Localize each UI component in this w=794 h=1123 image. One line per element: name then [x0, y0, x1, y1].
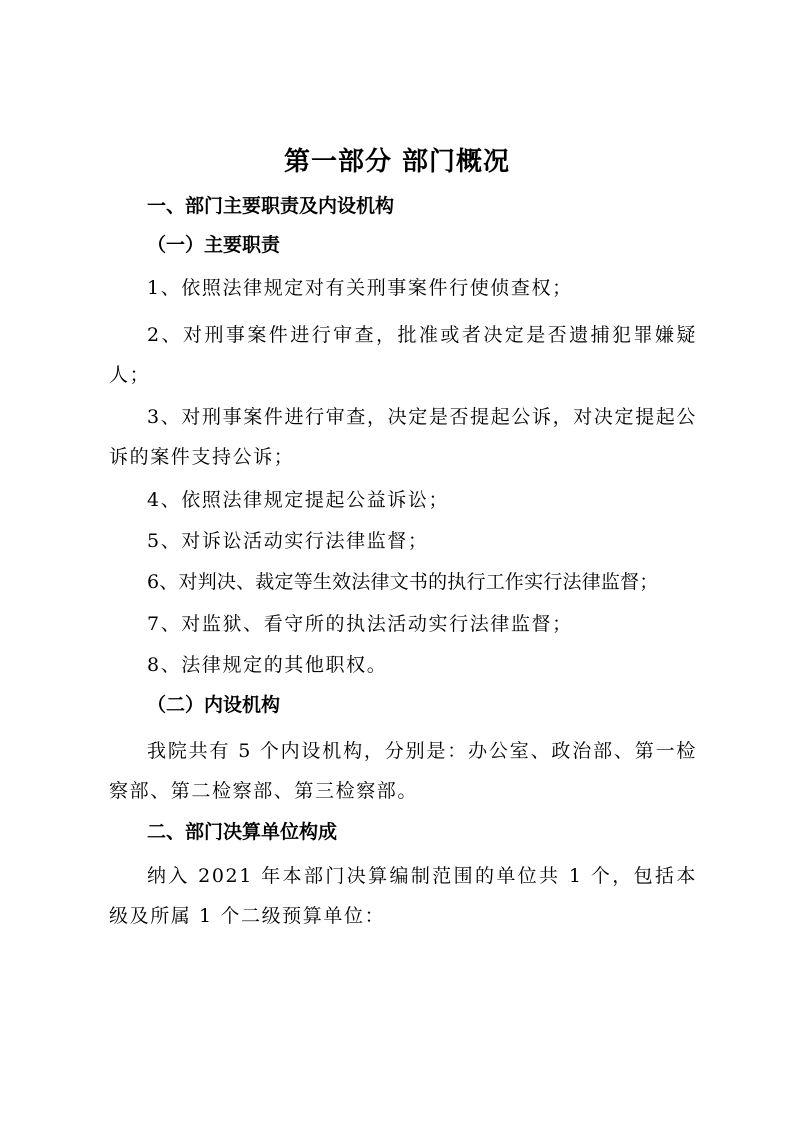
duty-item-3: 3、对刑事案件进行审查，决定是否提起公诉，对决定提起公诉的案件支持公诉； [109, 406, 697, 468]
page-title: 第一部分 部门概况 [283, 147, 511, 177]
section-heading-2: 二、部门决算单位构成 [147, 821, 338, 843]
duty-item-8: 8、法律规定的其他职权。 [147, 654, 388, 676]
structure-paragraph: 我院共有 5 个内设机构，分别是：办公室、政治部、第一检察部、第二检察部、第三检察部。 [109, 740, 697, 802]
duty-item-1: 1、依照法律规定对有关刑事案件行使侦查权； [147, 277, 573, 299]
duty-item-5: 5、对诉讼活动实行法律监督； [147, 530, 429, 552]
units-paragraph: 纳入 2021 年本部门决算编制范围的单位共 1 个，包括本级及所属 1 个二级预算单位： [109, 865, 697, 927]
duty-item-2: 2、对刑事案件进行审查，批准或者决定是否遗捕犯罪嫌疑人； [109, 324, 697, 386]
section-heading-1: 一、部门主要职责及内设机构 [147, 195, 395, 217]
subsection-heading-duties: （一）主要职责 [147, 234, 281, 256]
duty-item-7: 7、对监狱、看守所的执法活动实行法律监督； [147, 613, 573, 635]
duty-item-6: 6、对判决、裁定等生效法律文书的执行工作实行法律监督； [147, 571, 659, 593]
duty-item-4: 4、依照法律规定提起公益诉讼； [147, 489, 450, 511]
subsection-heading-structure: （二）内设机构 [147, 694, 281, 716]
